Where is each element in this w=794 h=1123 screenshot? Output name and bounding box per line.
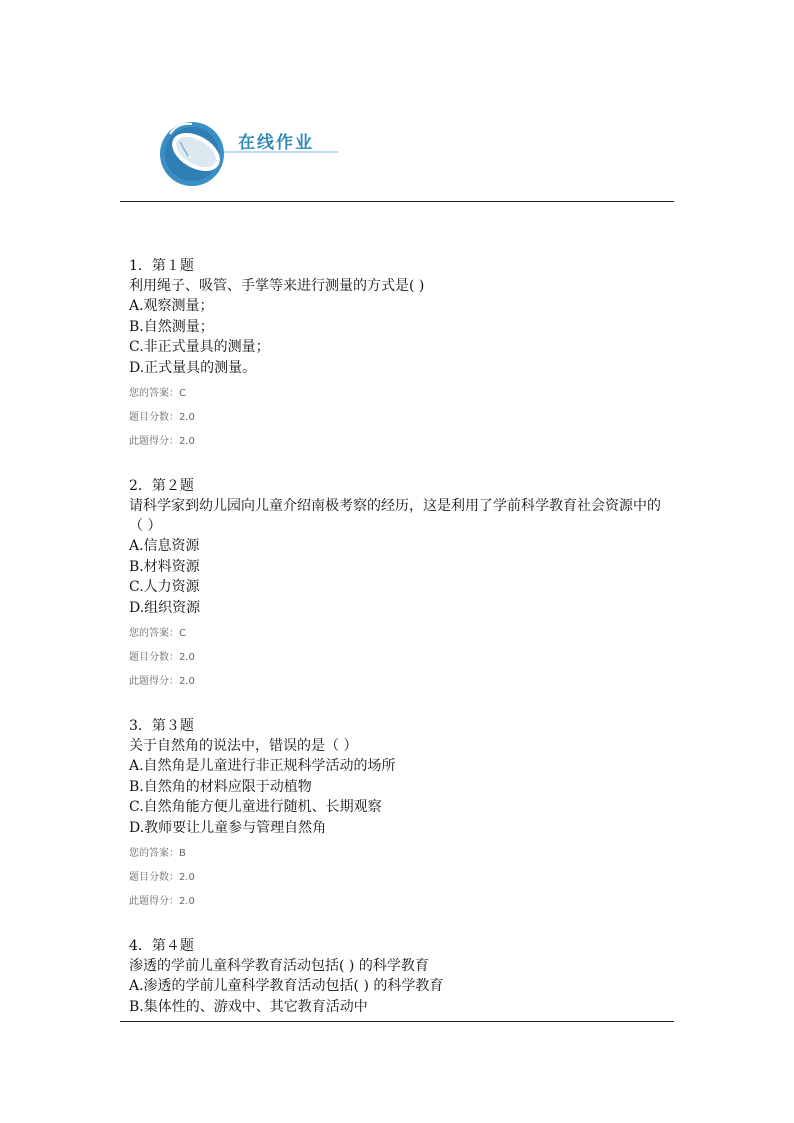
score-value: 2.0 [179, 872, 195, 883]
question-text: 渗透的学前儿童科学教育活动包括( ) 的科学教育 [129, 958, 429, 974]
option-a: A.观察测量； [129, 298, 214, 314]
score-value: 2.0 [179, 412, 195, 423]
question-score [129, 646, 674, 670]
earned-value: 2.0 [179, 896, 195, 907]
question-score [129, 406, 674, 430]
question-text: 关于自然角的说法中，错误的是（ ） [129, 738, 358, 754]
your-answer [129, 622, 674, 646]
top-divider [120, 201, 674, 202]
score-label: 题目分数： [129, 872, 179, 883]
question-1 [129, 256, 674, 454]
option-b: B.集体性的、游戏中、其它教育活动中 [129, 998, 368, 1015]
question-4 [129, 936, 674, 1017]
header-logo [158, 112, 348, 192]
answer-value: B [179, 848, 186, 859]
answer-label: 您的答案： [129, 388, 179, 399]
option-b: B.自然角的材料应限于动植物 [129, 778, 312, 795]
option-c: C.自然角能方便儿童进行随机、长期观察 [129, 799, 382, 815]
answer-label: 您的答案： [129, 848, 179, 859]
earned-value: 2.0 [179, 676, 195, 687]
question-number: 1．第１题 [129, 258, 194, 274]
your-answer [129, 842, 674, 866]
question-3 [129, 716, 674, 914]
question-list [129, 256, 674, 1039]
option-d: D.教师要让儿童参与管理自然角 [129, 819, 327, 836]
answer-label: 您的答案： [129, 628, 179, 639]
question-number: 4．第４题 [129, 938, 194, 954]
bottom-divider [120, 1021, 674, 1022]
logo-title: 在线作业 [238, 133, 314, 153]
score-label: 题目分数： [129, 412, 179, 423]
option-b: B.材料资源 [129, 558, 200, 575]
option-d: D.组织资源 [129, 599, 201, 616]
earned-label: 此题得分： [129, 436, 179, 447]
option-a: A.自然角是儿童进行非正规科学活动的场所 [129, 758, 396, 774]
option-a: A.渗透的学前儿童科学教育活动包括( ) 的科学教育 [129, 978, 444, 994]
earned-score [129, 670, 674, 694]
question-score [129, 866, 674, 890]
answer-value: C [179, 388, 186, 399]
question-text: 请科学家到幼儿园向儿童介绍南极考察的经历，这是利用了学前科学教育社会资源中的（ ） [129, 498, 661, 534]
option-a: A.信息资源 [129, 538, 200, 554]
option-c: C.人力资源 [129, 579, 200, 595]
score-label: 题目分数： [129, 652, 179, 663]
question-2 [129, 476, 674, 694]
score-value: 2.0 [179, 652, 195, 663]
earned-label: 此题得分： [129, 676, 179, 687]
earned-label: 此题得分： [129, 896, 179, 907]
earned-score [129, 430, 674, 454]
answer-value: C [179, 628, 186, 639]
option-b: B.自然测量； [129, 318, 214, 335]
question-text: 利用绳子、吸管、手掌等来进行测量的方式是( ) [129, 278, 425, 294]
earned-value: 2.0 [179, 436, 195, 447]
question-number: 2．第２题 [129, 478, 194, 494]
option-d: D.正式量具的测量。 [129, 359, 257, 376]
option-c: C.非正式量具的测量； [129, 339, 270, 355]
earned-score [129, 890, 674, 914]
your-answer [129, 382, 674, 406]
question-number: 3．第３题 [129, 718, 194, 734]
